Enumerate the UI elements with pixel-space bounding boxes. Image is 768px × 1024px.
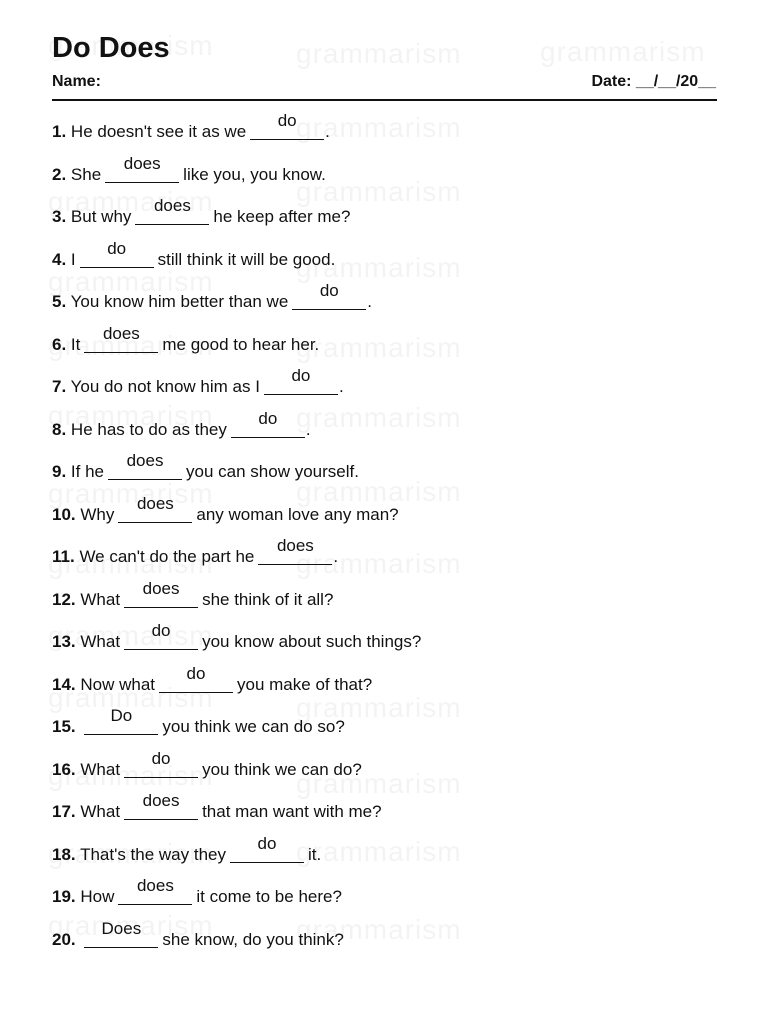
question-text-after: like you, you know.: [183, 164, 326, 184]
answer-blank: [105, 153, 179, 183]
question-text-after: you think we can do?: [202, 759, 362, 779]
answer-blank: [80, 238, 154, 268]
date-label: Date: __/__/20__: [591, 73, 716, 90]
answer-text: Do: [110, 706, 133, 725]
question-item: [52, 918, 732, 969]
answer-blank: [250, 111, 324, 140]
answer-text: do: [151, 621, 171, 640]
question-text-after: he keep after me?: [213, 207, 351, 226]
answer-blank: [84, 918, 158, 948]
question-text-before: You know him better than we: [70, 292, 289, 311]
question-number: 10.: [52, 504, 76, 524]
answer-blank: [124, 578, 198, 608]
question-text-after: me good to hear her.: [162, 334, 320, 354]
question-text-after: that man want with me?: [202, 802, 382, 821]
question-text-before: What: [80, 759, 121, 779]
question-number: 7.: [52, 377, 67, 396]
watermark-text: [296, 38, 462, 70]
answer-blank: [258, 536, 332, 565]
question-number: 11.: [52, 547, 75, 566]
header-divider: [52, 99, 717, 101]
question-text-after: .: [325, 122, 330, 141]
question-text-before: What: [80, 632, 121, 651]
answer-text: do: [258, 408, 278, 428]
answer-blank: [230, 833, 304, 863]
answer-blank: [118, 493, 192, 523]
answer-text: Does: [101, 918, 142, 938]
question-number: 18.: [52, 844, 76, 864]
answer-text: does: [123, 153, 161, 173]
question-text-before: Why: [80, 504, 115, 524]
question-text-after: you think we can do so?: [162, 717, 345, 736]
question-text-before: You do not know him as I: [70, 377, 260, 396]
answer-blank: [84, 323, 158, 353]
question-text-before: But why: [70, 207, 132, 226]
question-item: [52, 791, 732, 841]
question-list: [52, 111, 732, 968]
question-text-before: If he: [70, 462, 105, 481]
question-number: 5.: [52, 292, 67, 311]
question-text-after: you make of that?: [237, 674, 373, 694]
question-number: 20.: [52, 929, 76, 949]
question-text-before: He has to do as they: [70, 419, 227, 439]
question-text-after: .: [305, 419, 311, 439]
question-text-before: How: [80, 887, 115, 906]
question-text-after: any woman love any man?: [196, 504, 399, 524]
question-text-after: it come to be here?: [196, 887, 342, 906]
question-text-after: still think it will be good.: [157, 249, 336, 269]
question-number: 9.: [52, 462, 67, 481]
answer-blank: [84, 706, 158, 735]
question-number: 14.: [52, 674, 76, 694]
watermark-text: [540, 36, 706, 68]
question-number: 1.: [52, 122, 67, 141]
answer-blank: [292, 281, 366, 310]
answer-blank: [124, 791, 198, 820]
answer-text: do: [319, 281, 339, 300]
question-item: [52, 238, 732, 289]
question-item: [52, 621, 732, 671]
answer-text: does: [153, 196, 191, 215]
question-text-before: What: [80, 589, 121, 609]
answer-blank: [264, 366, 338, 395]
question-text-after: she know, do you think?: [162, 929, 344, 949]
question-number: 3.: [52, 207, 67, 226]
question-text-before: I: [70, 249, 76, 269]
question-text-after: she think of it all?: [202, 589, 334, 609]
question-number: 4.: [52, 249, 67, 269]
question-text-after: you know about such things?: [202, 632, 422, 651]
question-number: 13.: [52, 632, 76, 651]
question-text-after: you can show yourself.: [186, 462, 359, 481]
question-text-before: She: [70, 164, 102, 184]
question-number: 12.: [52, 589, 76, 609]
question-text-after: it.: [308, 844, 322, 864]
header-row: [52, 73, 716, 95]
name-label: Name:: [52, 73, 101, 90]
question-item: [52, 493, 732, 544]
answer-blank: [135, 196, 209, 225]
question-text-before: It: [70, 334, 81, 354]
answer-blank: [231, 408, 305, 438]
answer-text: does: [126, 451, 164, 470]
answer-blank: [118, 876, 192, 905]
answer-text: does: [102, 323, 140, 343]
worksheet-title: Do Does: [52, 32, 170, 64]
question-number: 15.: [52, 717, 76, 736]
question-number: 16.: [52, 759, 76, 779]
question-item: [52, 366, 732, 416]
question-text-before: Now what: [80, 674, 156, 694]
question-number: 8.: [52, 419, 67, 439]
answer-blank: [124, 748, 198, 778]
answer-text: do: [151, 748, 171, 768]
question-number: 19.: [52, 887, 76, 906]
question-number: 2.: [52, 164, 67, 184]
answer-text: do: [257, 833, 277, 853]
question-text-after: .: [367, 292, 373, 311]
answer-text: do: [277, 111, 297, 130]
question-text-after: .: [333, 547, 339, 566]
question-text-before: He doesn't see it as we: [70, 122, 247, 141]
answer-text: do: [291, 366, 311, 385]
question-text-after: .: [338, 377, 344, 396]
question-number: 17.: [52, 802, 76, 821]
answer-text: does: [142, 578, 180, 598]
answer-text: do: [186, 663, 206, 683]
answer-text: do: [107, 238, 127, 258]
answer-text: does: [136, 876, 174, 895]
answer-blank: [124, 621, 198, 650]
question-item: [52, 196, 732, 246]
question-item: [52, 323, 732, 374]
answer-text: does: [142, 791, 180, 810]
question-text-before: What: [80, 802, 121, 821]
answer-blank: [159, 663, 233, 693]
answer-text: does: [276, 536, 314, 555]
question-text-before: That's the way they: [80, 844, 226, 864]
question-number: 6.: [52, 334, 67, 354]
answer-blank: [108, 451, 182, 480]
question-text-before: We can't do the part he: [79, 547, 255, 566]
answer-text: does: [136, 493, 174, 513]
